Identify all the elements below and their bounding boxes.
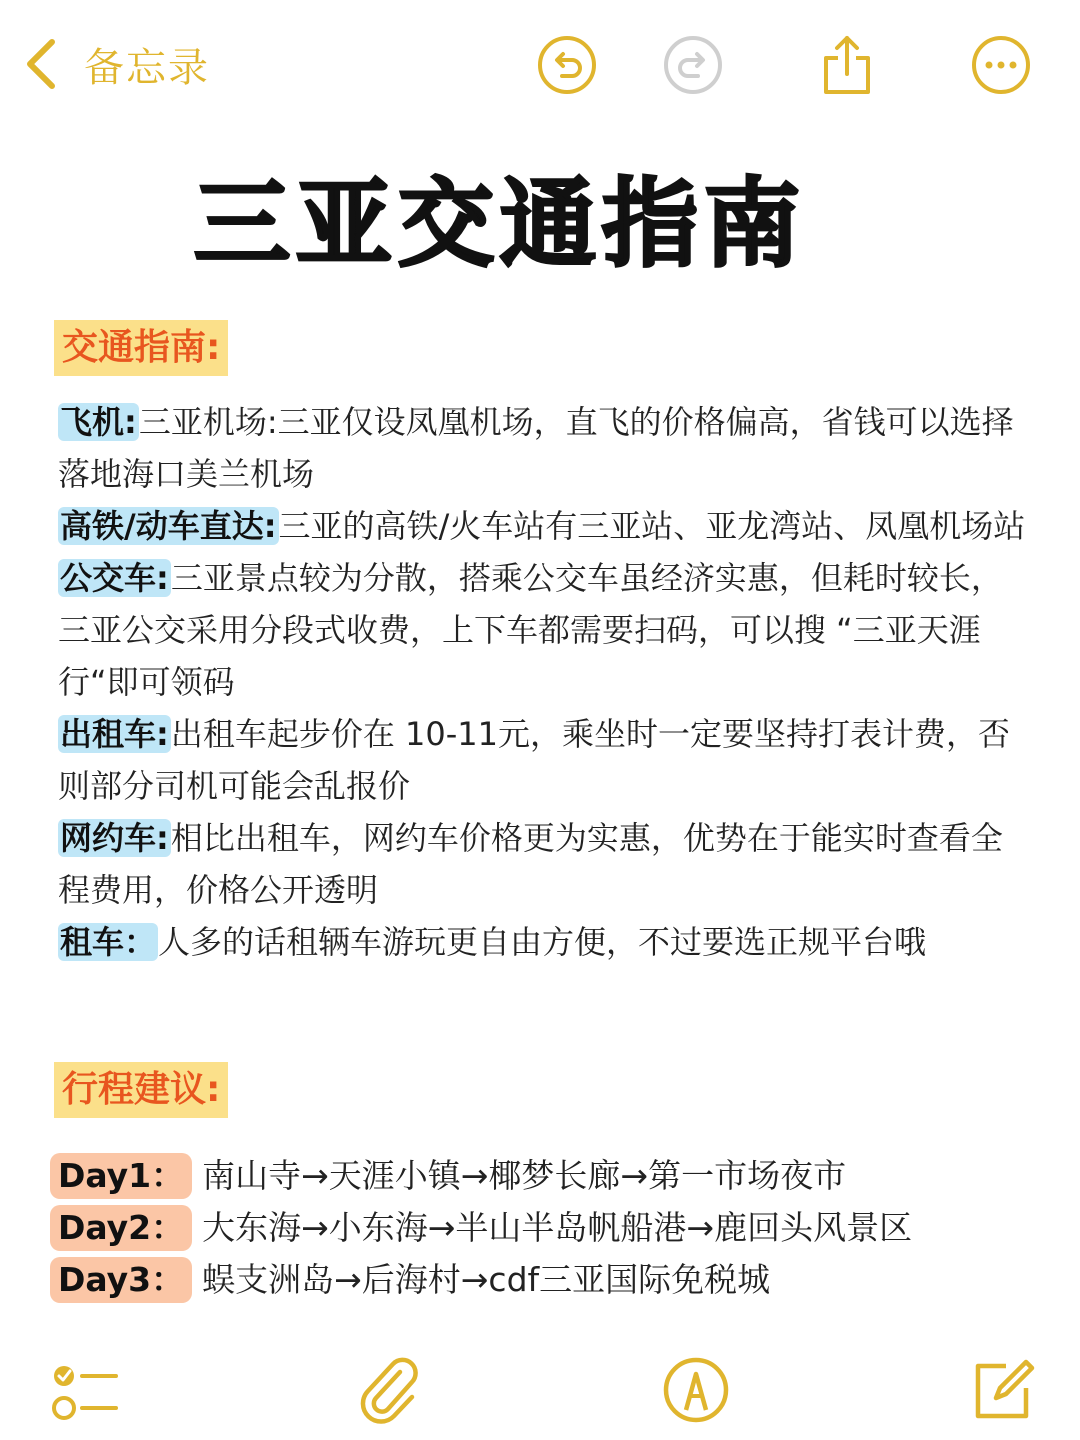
redo-button[interactable]	[662, 34, 724, 96]
itinerary-day2	[50, 1202, 1030, 1254]
guide-item-bus	[58, 552, 1028, 708]
section-heading-itinerary: 行程建议:	[54, 1062, 228, 1118]
more-button[interactable]	[970, 34, 1032, 96]
guide-item-taxi	[58, 708, 1028, 812]
undo-button[interactable]	[536, 34, 598, 96]
checklist-button[interactable]	[48, 1354, 120, 1426]
guide-label: 高铁/动车直达:	[60, 507, 277, 545]
back-label: 备忘录	[84, 44, 210, 91]
guide-label: 租车：	[60, 923, 157, 961]
note-title: 三亚交通指南	[194, 168, 806, 280]
itinerary-day1	[50, 1150, 1030, 1202]
markup-pen-icon	[660, 1354, 732, 1426]
guide-text: 出租车起步价在 10-11元，乘坐时一定要坚持打表计费，否则部分司机可能会乱报价	[58, 715, 1010, 805]
guide-item-high-speed-rail	[58, 500, 1028, 552]
undo-icon	[536, 34, 598, 96]
chevron-left-icon	[20, 34, 60, 94]
markup-button[interactable]	[660, 1354, 732, 1426]
guide-text: 人多的话租辆车游玩更自由方便，不过要选正规平台哦	[158, 923, 927, 961]
top-navigation-bar	[0, 0, 1080, 130]
day-route: 蜈支洲岛→后海村→cdf三亚国际免税城	[202, 1260, 771, 1299]
day-label: Day2：	[50, 1205, 192, 1251]
attachment-icon	[354, 1354, 426, 1426]
guide-item-ride-hailing	[58, 812, 1028, 916]
guide-label: 出租车:	[60, 715, 169, 753]
day-route: 大东海→小东海→半山半岛帆船港→鹿回头风景区	[202, 1208, 913, 1247]
attachment-button[interactable]	[354, 1354, 426, 1426]
share-button[interactable]	[816, 34, 878, 96]
guide-text: 三亚的高铁/火车站有三亚站、亚龙湾站、凤凰机场站	[278, 507, 1026, 545]
more-icon	[970, 34, 1032, 96]
back-button[interactable]	[20, 34, 210, 94]
compose-icon	[966, 1354, 1038, 1426]
compose-button[interactable]	[966, 1354, 1038, 1426]
guide-label: 公交车:	[60, 559, 169, 597]
guide-text: 三亚机场:三亚仅设凤凰机场，直飞的价格偏高，省钱可以选择落地海口美兰机场	[58, 403, 1014, 493]
day-route: 南山寺→天涯小镇→椰梦长廊→第一市场夜市	[202, 1156, 847, 1195]
guide-text: 三亚景点较为分散，搭乘公交车虽经济实惠，但耗时较长，三亚公交采用分段式收费，上下车都需要扫码，可以搜 “三亚天涯行“即可领码	[58, 559, 1003, 701]
day-label: Day3：	[50, 1257, 192, 1303]
guide-text: 相比出租车，网约车价格更为实惠，优势在于能实时查看全程费用，价格公开透明	[58, 819, 1003, 909]
section-heading-transport: 交通指南:	[54, 320, 228, 376]
transport-guide-list	[58, 396, 1028, 968]
checklist-icon	[48, 1354, 120, 1426]
bottom-toolbar	[0, 1340, 1080, 1440]
guide-label: 网约车:	[60, 819, 169, 857]
guide-item-flight	[58, 396, 1028, 500]
guide-label: 飞机:	[60, 403, 137, 441]
itinerary-day3	[50, 1254, 1030, 1306]
redo-icon	[662, 34, 724, 96]
share-icon	[816, 34, 878, 96]
day-label: Day1：	[50, 1153, 192, 1199]
guide-item-car-rental	[58, 916, 1028, 968]
itinerary-list	[50, 1150, 1030, 1306]
